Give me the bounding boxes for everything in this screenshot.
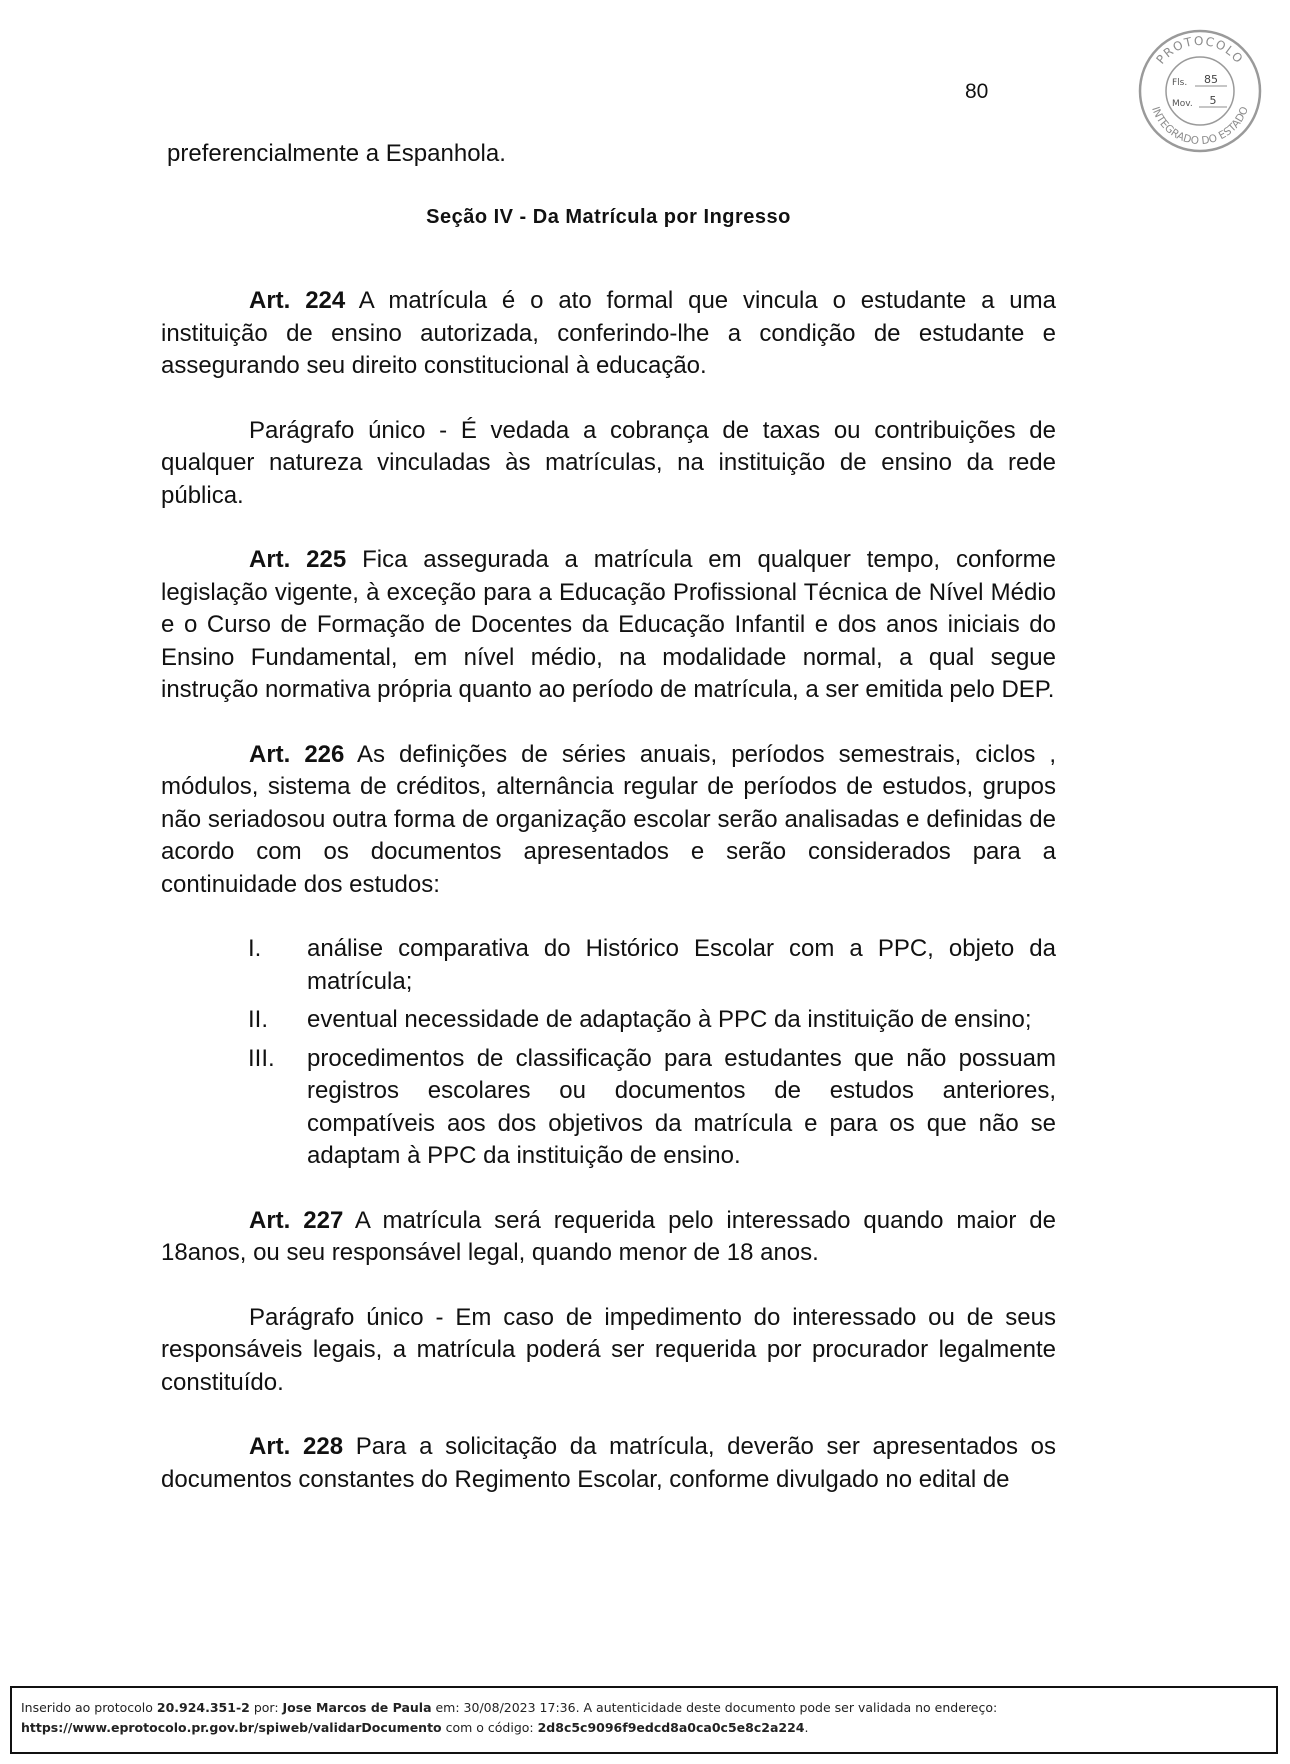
page-number: 80	[965, 80, 989, 103]
footer-codigo: 2d8c5c9096f9edcd8a0ca0c5e8c2a224	[537, 1720, 805, 1735]
list-item	[248, 1043, 1056, 1173]
art-225	[161, 544, 1056, 707]
art-224-paragrafo: Parágrafo único - É vedada a cobrança de taxas ou contribuições de qualquer natureza vinculadas às matrículas, na instituição de ensino da rede pública.	[161, 416, 1056, 509]
art-227-text: A matrícula será requerida pelo interessado quando maior de 18anos, ou seu responsável legal, quando menor de 18 anos.	[161, 1206, 1057, 1266]
intro-fragment: preferencialmente a Espanhola.	[167, 140, 506, 167]
footer-prefix: Inserido ao protocolo	[21, 1700, 157, 1715]
art-225-text: Fica assegurada a matrícula em qualquer tempo, conforme legislação vigente, à exceção para a Educação Profissional Técnica de Nível Médio e o Curso de Formação de Docentes da Educação Infantil e dos anos iniciais do Ensino Fundamental, em nível médio, na modalidade normal, a qual segue instrução normativa própria quanto ao período de matrícula, a ser emitida pelo DEP.	[161, 546, 1056, 703]
list-item-number: I.	[248, 935, 262, 962]
footer-por: por:	[249, 1700, 283, 1715]
list-item-text: eventual necessidade de adaptação à PPC da instituição de ensino;	[307, 1006, 1032, 1033]
art-227	[161, 1205, 1056, 1270]
art-228-text: Para a solicitação da matrícula, deverão ser apresentados os documentos constantes do Regimento Escolar, conforme divulgado no edital de	[161, 1433, 1057, 1493]
stamp-fls-label: Fls.	[1172, 78, 1188, 88]
list-item	[248, 933, 1056, 998]
authenticity-footer	[10, 1686, 1278, 1754]
art-226-list	[248, 933, 1056, 1173]
footer-end: .	[804, 1720, 809, 1735]
art-227-paragrafo: Parágrafo único - Em caso de impedimento do interessado ou de seus responsáveis legais, a matrícula poderá ser requerida por procurador legalmente constituído.	[161, 1303, 1056, 1396]
art-228	[161, 1431, 1056, 1496]
footer-validation-url[interactable]: https://www.eprotocolo.pr.gov.br/spiweb/validarDocumento	[21, 1720, 442, 1735]
list-item-number: III.	[248, 1044, 275, 1072]
stamp-bottom-text: INTEGRADO DO ESTADO	[1149, 104, 1251, 148]
svg-text:PROTOCOLO	[1154, 34, 1247, 67]
list-item-text: análise comparativa do Histórico Escolar com a PPC, objeto da matrícula;	[307, 935, 1056, 995]
art-228-label: Art. 228	[249, 1433, 344, 1460]
art-227-label: Art. 227	[249, 1206, 344, 1234]
list-item-number: II.	[248, 1006, 269, 1033]
document-body	[161, 138, 1056, 1496]
art-224	[161, 285, 1056, 383]
list-item-text: procedimentos de classificação para estudantes que não possuam registros escolares ou documentos de estudos anteriores, compatíveis aos dos objetivos da matrícula e para os que não se adaptam à PPC da instituição de ensino.	[307, 1044, 1056, 1169]
stamp-fls-value: 85	[1204, 73, 1218, 86]
list-item	[248, 1004, 1056, 1037]
art-225-label: Art. 225	[249, 546, 347, 573]
stamp-mov-label: Mov.	[1172, 99, 1193, 109]
art-224-label: Art. 224	[249, 287, 346, 314]
art-226-text: As definições de séries anuais, períodos semestrais, ciclos , módulos, sistema de créditos, alternância regular de períodos de estudos, grupos não seriadosou outra forma de organização escolar serão analisadas e definidas de acordo com os documentos apresentados e serão considerados para a continuidade dos estudos:	[161, 740, 1056, 898]
art-224-text: A matrícula é o ato formal que vincula o estudante a uma instituição de ensino autorizada, conferindo-lhe a condição de estudante e assegurando seu direito constitucional à educação.	[161, 287, 1056, 379]
footer-protocol-number: 20.924.351-2	[156, 1700, 250, 1715]
section-title: Seção IV - Da Matrícula por Ingresso	[426, 205, 791, 228]
art-226	[161, 739, 1056, 902]
art-226-label: Art. 226	[249, 740, 345, 768]
footer-em: em: 30/08/2023 17:36. A autenticidade deste documento pode ser validada no endereço:	[431, 1700, 998, 1715]
footer-codigo-label: com o código:	[441, 1720, 538, 1735]
protocol-stamp	[1137, 28, 1263, 154]
stamp-top-text: PROTOCOLO	[1153, 33, 1247, 67]
stamp-mov-value: 5	[1209, 94, 1217, 107]
protocol-stamp-seal	[1137, 28, 1263, 154]
footer-author: Jose Marcos de Paula	[282, 1700, 432, 1715]
